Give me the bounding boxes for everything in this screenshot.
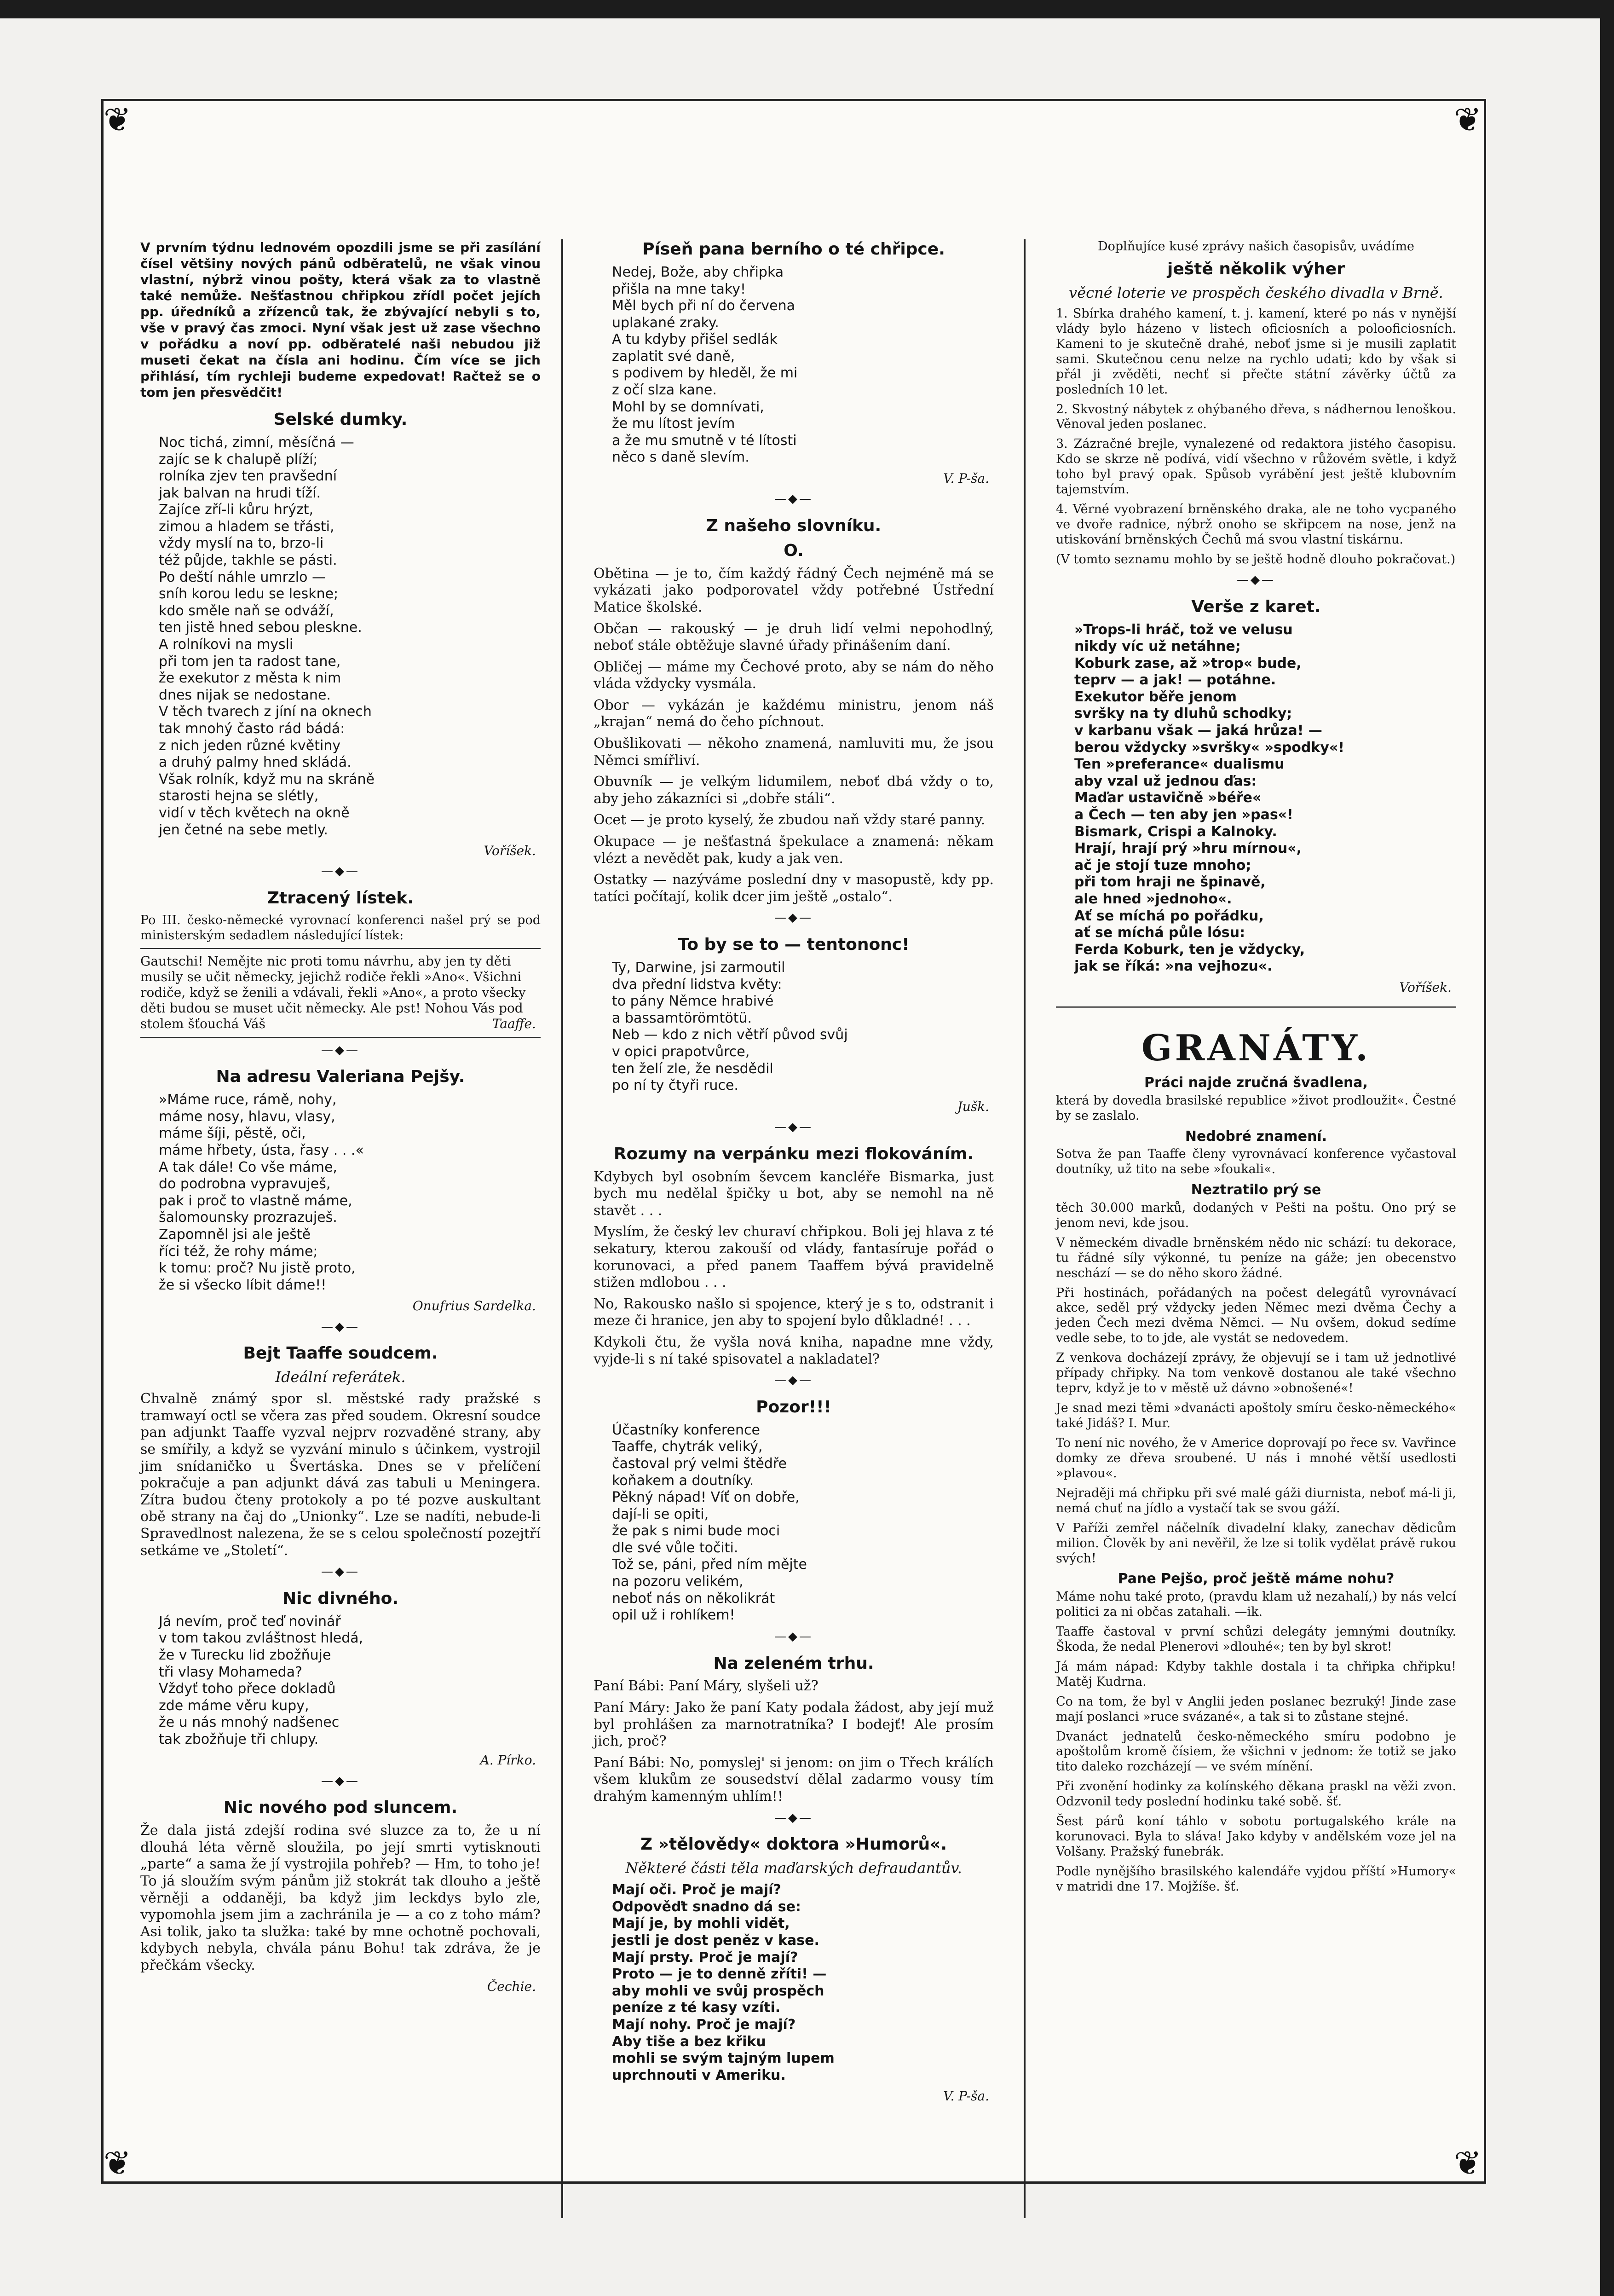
verse-line: na pozoru velikém,	[612, 1573, 744, 1590]
granaty-item-text: Máme nohu také proto, (pravdu klam už nezahalí,) by nás velcí politici za ni občas zatahali. —ik.	[1056, 1590, 1456, 1619]
trh-paragraph: Paní Bábi: Paní Máry, slyšeli už?	[594, 1678, 819, 1695]
granaty-item	[1056, 1236, 1456, 1281]
verse-line: Ať se míchá po pořádku,	[1074, 908, 1264, 924]
verse-line: a bassamtörömtötü.	[612, 1010, 752, 1026]
slovnik-entry: Obušlikovati — někoho znamená, namluviti mu, že jsou Němci smířliví.	[594, 735, 994, 769]
divider-ornament-icon: —◆—	[774, 492, 813, 506]
ztraceny-listek-box	[140, 948, 541, 1038]
verse-line: Aby tiše a bez křiku	[612, 2033, 766, 2050]
granaty-item	[1056, 1486, 1456, 1516]
pozor-title: Pozor!!!	[756, 1397, 831, 1417]
verse-line: berou vždycky »svršky« »spodky«!	[1074, 739, 1344, 756]
granaty-item-text: Sotva že pan Taaffe členy vyrovnávací konference vyčastoval doutníky, už tito na sebe »foukali«.	[1056, 1147, 1456, 1177]
verse-line: Taaffe, chytrák veliký,	[612, 1439, 763, 1455]
verse-line: Já nevím, proč teď novinář	[159, 1613, 341, 1630]
verse-line: že pak s nimi bude moci	[612, 1523, 780, 1539]
bejt-taaffe-text: Chvalně známý spor sl. městské rady pražské s tramwayí octl se včera zas před soudem. Okresní soudce pan adjunkt Taaffe vyzval nejprv rozvaděné strany, aby se smířily, a když se vyzvání minulo s účinkem, vystrojil jim snídaničko u Švertáska. Dnes se v přelíčení pokračuje a pan adjunkt dává zas tabuli u Meningera. Zítra budou čteny protokoly a po té pozve auskultant obě strany na čaj do „Unionky“. Lze se nadíti, nebude-li Spravedlnost nalezena, že se s celou společností pozejtří setkáme ve „Století“.	[140, 1391, 541, 1559]
verse-line: v opici prapotvůrce,	[612, 1044, 750, 1060]
divider-ornament-icon: —◆—	[774, 1629, 813, 1643]
divider-ornament-icon: —◆—	[321, 1774, 360, 1788]
tobyse-verse	[612, 960, 994, 1094]
bejt-taaffe-title: Bejt Taaffe soudcem.	[243, 1344, 438, 1363]
verse-line: sníh korou ledu se leskne;	[159, 586, 339, 602]
divider-ornament-icon: —◆—	[321, 1043, 360, 1057]
vyhry-item: 2. Skvostný nábytek z ohýbaného dřeva, s nádhernou lenoškou. Věnoval jeden poslanec.	[1056, 402, 1456, 432]
verse-line: v karbanu však — jaká hrůza! —	[1074, 723, 1322, 739]
telovedy-signature: V. P-ša.	[943, 2088, 989, 2104]
selske-dumky-signature: Voříšek.	[484, 843, 536, 859]
verse-line: jak balvan na hrudi tíží.	[159, 485, 321, 501]
nic-divneho-signature: A. Pírko.	[480, 1752, 536, 1768]
verse-line: V těch tvarech z jíní na oknech	[159, 704, 372, 720]
verse-line: A tak dále! Co vše máme,	[159, 1159, 337, 1175]
verse-line: tak mnohý často rád bádá:	[159, 721, 345, 737]
granaty-item	[1056, 1182, 1456, 1231]
verse-line: zaplatit své daně,	[612, 348, 735, 364]
verse-line: Mohl by se domnívati,	[612, 399, 764, 415]
verse-line: Ferda Koburk, ten je vždycky,	[1074, 941, 1305, 958]
verse-line: dle své vůle točiti.	[612, 1539, 738, 1556]
verse-line: Zapomněl jsi ale ještě	[159, 1226, 311, 1243]
verse-line: A tu kdyby přišel sedlák	[612, 331, 778, 348]
granaty-item	[1056, 1660, 1456, 1690]
nic-divneho-title: Nic divného.	[282, 1589, 398, 1608]
slovnik-entry: Okupace — je nešťastná špekulace a znamená: někam vlézt a nevědět pak, kudy a jak ven.	[594, 833, 994, 867]
slovnik-letter: O.	[784, 541, 804, 560]
granaty-item-text: Já mám nápad: Kdyby takhle dostala i ta chřipka chřipku! Matěj Kudrna.	[1056, 1659, 1456, 1689]
corner-ornament-bottom-left-icon: ❦	[103, 2144, 132, 2182]
verse-line: v tom takou zvláštnost hledá,	[159, 1630, 363, 1647]
divider-ornament-icon: —◆—	[321, 864, 360, 879]
column-rule-1	[561, 239, 563, 2218]
verse-line: aby mohli ve svůj prospěch	[612, 1983, 824, 1999]
telovedy-verse	[612, 1882, 994, 2084]
vyhry-item: (V tomto seznamu mohlo by se ještě hodně dlouho pokračovat.)	[1056, 552, 1456, 567]
verse-line: tři vlasy Mohameda?	[159, 1664, 303, 1680]
verse-line: opil už i rohlíkem!	[612, 1607, 735, 1624]
granaty-item	[1056, 1128, 1456, 1177]
vyhry-subtitle: věcné loterie ve prospěch českého divadla v Brně.	[1069, 283, 1443, 301]
rozumy-paragraph: Myslím, že český lev churaví chřipkou. Boli jej hlava z té sekatury, kterou zakouší od vlády, fantasíruje pořád o korunovaci, a před panem Taaffem bývá pravidelně stižen mdlobou . . .	[594, 1224, 994, 1291]
granaty-item-text: Při hostinách, pořádaných na počest delegátů vyrovnávací akce, seděl prý vždycky jeden Němec mezi dvěma Čechy a jeden Čech mezi dvěma Němci. — Nu ovšem, dokud sedíme vedle sebe, to to jde, ale vystát se nedovedem.	[1056, 1285, 1456, 1346]
verse-line: Účastníky konference	[612, 1422, 760, 1438]
verse-line: Zajíce zří-li kůru hrýzt,	[159, 502, 314, 518]
nic-divneho-verse	[159, 1614, 541, 1748]
corner-ornament-top-right-icon: ❦	[1453, 100, 1482, 139]
verse-line: A rolníkovi na mysli	[159, 636, 294, 653]
verse-line: ať se míchá půle lósu:	[1074, 925, 1245, 941]
selske-dumky-verse	[159, 434, 541, 839]
trh-paragraph: Paní Máry: Jako že paní Katy podala žádost, aby její muž byl prohlášen za marnotratníka? I bodejť! Ale prosím jich, proč?	[594, 1700, 994, 1750]
nic-noveho-title: Nic nového pod sluncem.	[223, 1798, 458, 1817]
verse-line: z nich jeden různé květiny	[159, 737, 341, 754]
verse-z-karet-title: Verše z karet.	[1191, 597, 1321, 616]
verse-line: Exekutor běře jenom	[1074, 688, 1237, 705]
verse-line: teprv — a jak! — potáhne.	[1074, 672, 1276, 688]
column-3	[1056, 239, 1456, 1899]
verse-line: mohli se svým tajným lupem	[612, 2050, 835, 2067]
pisen-signature: V. P-ša.	[943, 471, 989, 486]
granaty-item-text: Taaffe častoval v první schůzi delegáty jemnými doutníky. Škoda, že nedal Plenerovi »dlouhé«; ten by byl skrot!	[1056, 1624, 1456, 1654]
verse-line: ač je stojí tuze mnoho;	[1074, 857, 1251, 873]
selske-dumky-title: Selské dumky.	[273, 410, 408, 429]
granaty-item-head: Neztratilo prý se	[1191, 1182, 1321, 1198]
verse-line: Mají oči. Proč je mají?	[612, 1882, 781, 1898]
verse-line: jak se říká: »na vejhozu«.	[1074, 958, 1273, 975]
column-1	[140, 239, 541, 1995]
verse-line: rolníka zjev ten pravšední	[159, 468, 337, 485]
slovnik-entry: Ocet — je proto kyselý, že zbudou naň vždy staré panny.	[594, 812, 986, 828]
granaty-item	[1056, 1401, 1456, 1431]
slovnik-entry: Ostatky — nazýváme poslední dny v masopustě, kdy pp. tatíci počítají, kolik dcer jim ještě „ostalo“.	[594, 872, 994, 905]
verse-line: peníze z té kasy vzíti.	[612, 2000, 781, 2016]
verse-line: že si všecko líbit dáme!!	[159, 1277, 327, 1293]
granaty-item-text: těch 30.000 marků, dodaných v Pešti na poštu. Ono prý se jenom nevi, kde jsou.	[1056, 1200, 1456, 1230]
verse-line: že u nás mnohý nadšenec	[159, 1714, 340, 1731]
granaty-item-text: Je snad mezi těmi »dvanácti apoštoly smíru česko-německého« také Jidáš? I. Mur.	[1056, 1401, 1456, 1430]
verse-line: starosti hejna se slétly,	[159, 788, 319, 804]
trh-paragraph: Paní Bábi: No, pomyslej' si jenom: on jim o Třech králích všem klukům ze sousedství dělal zadarmo vousy tím drahým kamenným uhlím!!	[594, 1754, 994, 1805]
verse-z-karet-signature: Voříšek.	[1399, 979, 1452, 995]
slovnik-entry: Obličej — máme my Čechové proto, aby se nám do něho vláda vždycky vysmála.	[594, 659, 994, 692]
verse-line: jestli je dost peněz v kase.	[612, 1932, 819, 1949]
granaty-item-head: Nedobré znamení.	[1185, 1128, 1327, 1145]
verse-line: Koburk zase, až »trop« bude,	[1074, 655, 1302, 671]
divider-ornament-icon: —◆—	[774, 1120, 813, 1134]
verse-line: Noc tichá, zimní, měsíčná —	[159, 434, 354, 451]
granaty-item-text: která by dovedla brasilské republice »život prodloužit«. Čestné by se zaslalo.	[1056, 1093, 1456, 1123]
vyhry-title: ještě několik výher	[1167, 259, 1345, 278]
verse-line: zde máme věru kupy,	[159, 1697, 309, 1714]
verse-line: šalomounsky prozrazuješ.	[159, 1209, 337, 1226]
granaty-item	[1056, 1779, 1456, 1810]
verse-line: říci též, že rohy máme;	[159, 1243, 318, 1260]
verse-line: Mají nohy. Proč je mají?	[612, 2017, 796, 2033]
verse-line: Proto — je to denně zříti! —	[612, 1966, 827, 1983]
verse-line: ten jistě hned sebou pleskne.	[159, 619, 362, 636]
pozor-verse	[612, 1422, 994, 1624]
verse-line: uplakané zraky.	[612, 314, 719, 331]
verse-line: kdo směle naň se odváží,	[159, 602, 334, 619]
verse-line: a že mu smutně v té lítosti	[612, 432, 797, 449]
pisen-verse	[612, 264, 994, 466]
granaty-item	[1056, 1864, 1456, 1895]
granaty-item-text: Podle nynějšího brasilského kalendáře vyjdou příští »Humory« v matridi dne 17. Mojžíše. šť.	[1056, 1864, 1456, 1894]
rozumy-paragraph: No, Rakousko našlo si spojence, který je s to, odstranit i meze či hranice, jen aby to spojení bylo důkladné! . . .	[594, 1295, 994, 1329]
verse-line: neboť nás on několikrát	[612, 1590, 775, 1607]
verse-line: Tož se, páni, před ním mějte	[612, 1556, 807, 1573]
verse-line: Ty, Darwine, jsi zarmoutil	[612, 960, 785, 976]
rozumy-paragraph: Kdybych byl osobním ševcem kancléře Bismarka, just bych mu nedělal špičky u bot, aby se nemohl na ně stavět . . .	[594, 1168, 994, 1219]
granaty-item	[1056, 1814, 1456, 1860]
rozumy-title: Rozumy na verpánku mezi flokováním.	[613, 1144, 974, 1163]
granaty-item-head: Pane Pejšo, proč ještě máme nohu?	[1118, 1571, 1395, 1587]
verse-line: Hrají, hrají prý »hru mírnou«,	[1074, 840, 1302, 857]
column-2	[594, 239, 994, 2105]
vyhry-item: 1. Sbírka drahého kamení, t. j. kamení, které po nás v nynější vlády bylo házeno v listech oficiosních a polooficiosních. Kameni to je skutečně drahé, neboť jsme si je musili zaplatit sami. Skutečnou cenu nelze na rychlo udati; kdo by však si přál ji zvěděti, nechť si přečte státní závěrky účtů za posledních 10 let.	[1056, 306, 1456, 397]
granaty-item	[1056, 1625, 1456, 1655]
pisen-title: Píseň pana berního o té chřipce.	[642, 240, 945, 259]
granaty-item-text: Co na tom, že byl v Anglii jeden poslanec bezruký! Jinde zase mají poslanci »ruce svázané«, a tak si to zůstane stejné.	[1056, 1694, 1456, 1724]
granaty-item	[1056, 1286, 1456, 1347]
verse-line: dají-li se opiti,	[612, 1506, 709, 1522]
granaty-item-text: To není nic nového, že v Americe doprovají po řece sv. Vavřince domky ze dřeva sroubené. U nás i mnohé větší usedlosti »plavou«.	[1056, 1435, 1456, 1481]
verse-line: Neb — kdo z nich větří původ svůj	[612, 1027, 848, 1043]
slovnik-entry: Obor — vykázán je každému ministru, jenom náš „krajan“ nemá do čeho píchnout.	[594, 697, 994, 730]
verse-line: dva přední lidstva květy:	[612, 976, 782, 993]
verse-line: nikdy víc už netáhne;	[1074, 638, 1241, 655]
ztraceny-listek-box-signature: Taaffe.	[492, 1016, 536, 1032]
granaty-item-text: Nejraději má chřipku při své malé gáži diurnista, neboť má-li ji, nemá chuť na jídlo a vystačí tak se svou gáží.	[1056, 1486, 1456, 1515]
verse-line: po ní ty čtyři ruce.	[612, 1077, 738, 1094]
verse-line: máme šíji, pěstě, oči,	[159, 1125, 306, 1142]
na-adresu-signature: Onufrius Sardelka.	[412, 1298, 536, 1314]
verse-line: při tom hraji ne špinavě,	[1074, 874, 1266, 891]
granaty-item-text: Z venkova docházejí zprávy, že objevují se i tam už jednotlivé případy chřipky. Na tom venkově dostanou ale také všechno teprv, když je to v městě už dávno »obnošené«!	[1056, 1351, 1456, 1396]
verse-line: Mají je, by mohli vidět,	[612, 1915, 790, 1932]
verse-line: »Trops-li hráč, tož ve velusu	[1074, 621, 1293, 638]
verse-line: máme hřbety, ústa, řasy . . .«	[159, 1142, 364, 1158]
verse-line: z očí slza kane.	[612, 382, 717, 399]
notice-text: V prvním týdnu lednovém opozdili jsme se při zasílání čísel většiny nových pánů odběratelů, ne však vinou vlastní, nýbrž vinou pošty, která však za to vlastně také nemůže. Nešťastnou chřipkou zřídl počet jejích pp. úředníků a zřízenců tak, že zbývající nebyli s to, vše v pravý čas zmoci. Nyní však jest už zase všechno v pořádku a noví pp. odběratelé naši nebudou již museti čekat na čísla ani hodinu. Čím více se jich přihlásí, tím rychleji budeme expedovat! Račtež se o tom jen přesvědčit!	[140, 240, 541, 400]
divider-ornament-icon: —◆—	[774, 1810, 813, 1825]
verse-line: něco s daně slevím.	[612, 449, 749, 466]
verse-line: a Čech — ten aby jen »pas«!	[1074, 807, 1293, 823]
verse-line: přišla na mne taky!	[612, 281, 746, 297]
verse-line: tak zbožňuje tři chlupy.	[159, 1731, 319, 1747]
nic-noveho-text: Že dala jistá zdejší rodina své sluzce za to, že u ní dlouhá léta věrně sloužila, po její smrti vytisknouti „parte“ a sama že jí vystrojila pohřeb? — Hm, to toho je! To já sloužím svým pánům již stokrát tak dlouho a ještě věrněji a oddaněji, ba když jim leckdys bylo zle, vypomohla jsem jim a zachránila je — a co z toho mám? Asi tolik, jako ta služka: také by mne ochotně pochovali, kdybych nebyla, chvála pánu Bohu! tak zdráva, že je přečkám všecky.	[140, 1822, 541, 1973]
doplnujice-text: Doplňujíce kusé zprávy našich časopisův, uvádíme	[1097, 239, 1415, 254]
telovedy-subtitle: Některé části těla maďarských defraudantův.	[625, 1859, 962, 1877]
verse-line: »Máme ruce, rámě, nohy,	[159, 1092, 337, 1108]
verse-line: koňakem a doutníky.	[612, 1472, 754, 1489]
corner-ornament-top-left-icon: ❦	[103, 100, 132, 139]
divider-ornament-icon: —◆—	[774, 911, 813, 925]
verse-line: Vždyť toho přece dokladů	[159, 1681, 336, 1697]
granaty-item-text: Při zvonění hodinky za kolínského děkana praskl na věži zvon. Odzvonil tedy poslední hodinku také sobě. šť.	[1056, 1779, 1456, 1809]
ztraceny-listek-title: Ztracený lístek.	[267, 889, 414, 908]
verse-line: uprchnouti v Ameriku.	[612, 2067, 786, 2083]
newspaper-page	[101, 99, 1486, 2184]
granaty-item-text: V německém divadle brněnském nědo nic schází: tu dekorace, tu řádné síly výkonné, tu peníze na gáže; jen obecenstvo neschází — se do něho skoro žádné.	[1056, 1235, 1456, 1280]
verse-line: že exekutor z města k nim	[159, 670, 341, 687]
verse-line: vidí v těch květech na okně	[159, 804, 350, 821]
divider-ornament-icon: —◆—	[1237, 573, 1275, 587]
rozumy-paragraph: Kdykoli čtu, že vyšla nová kniha, napadne mne vždy, vyjde-li s ní také spisovatel a nakladatel?	[594, 1334, 994, 1367]
nic-noveho-signature: Čechie.	[487, 1978, 536, 1994]
verse-line: pak i proč to vlastně máme,	[159, 1192, 352, 1209]
verse-line: aby vzal už jednou ďas:	[1074, 773, 1257, 789]
verse-line: že mu lítost jevím	[612, 416, 735, 432]
divider-ornament-icon: —◆—	[321, 1319, 360, 1334]
verse-line: ale hned »jednoho«.	[1074, 891, 1232, 907]
verse-line: a druhý palmy hned skládá.	[159, 754, 352, 771]
tobyse-signature: Jušk.	[957, 1099, 989, 1114]
bejt-taaffe-subtitle: Ideální referátek.	[275, 1368, 406, 1386]
verse-line: Maďar ustavičně »béře«	[1074, 790, 1262, 806]
verse-line: zajíc se k chalupě plíží;	[159, 451, 318, 468]
granaty-item-text: Dvanáct jednatelů česko-německého smíru podobno je apoštolům kromě čísiem, že všichni v jednom: že totiž se jako tito daleko rozcházejí — ve svém mínění.	[1056, 1729, 1456, 1774]
ztraceny-listek-intro: Po III. česko-německé vyrovnací konferenci našel prý se pod ministerským sedadlem následující lístek:	[140, 913, 541, 943]
verse-line: Pěkný nápad! Víť on dobře,	[612, 1489, 800, 1506]
section-break	[1056, 1006, 1456, 1008]
trh-title: Na zeleném trhu.	[713, 1654, 874, 1673]
scan-edge-right	[1600, 0, 1614, 2296]
verse-line: to pány Němce hrabivé	[612, 993, 774, 1010]
granaty-item	[1056, 1436, 1456, 1481]
ztraceny-listek-box-text: Gautschi! Nemějte nic proti tomu návrhu, aby jen ty děti musily se učit německy, jejichž rodiče řekli »Ano«. Všichni rodiče, když se ženili a vdávali, řekli »Ano«, a proto všecky děti budou se muset učit německy. Ale pst! Nohou Vás pod stolem šťouchá Váš	[140, 953, 526, 1032]
granaty-item	[1056, 1695, 1456, 1725]
divider-ornament-icon: —◆—	[321, 1565, 360, 1579]
verse-line: Měl bych při ní do červena	[612, 298, 795, 314]
vyhry-item: 3. Zázračné brejle, vynalezené od redaktora jistého časopisu. Kdo se skrze ně podívá, vidí všechno v růžovém světle, i když toho byl pravý opak. Spůsob vyrábění jest ještě klubovním tajemstvím.	[1056, 437, 1456, 497]
verse-line: Po deští náhle umrzlo —	[159, 569, 326, 585]
slovnik-entry: Občan — rakouský — je druh lidí velmi nepohodlný, neboť stále obtěžuje slavné úřady přinášením daní.	[594, 620, 994, 654]
verse-line: dnes nijak se nedostane.	[159, 687, 331, 703]
granaty-item	[1056, 1521, 1456, 1567]
telovedy-title: Z »tělovědy« doktora »Humorů«.	[640, 1835, 947, 1854]
slovnik-title: Z našeho slovníku.	[706, 516, 882, 535]
verse-line: při tom jen ta radost tane,	[159, 653, 341, 670]
verse-line: též půjde, takhle se pásti.	[159, 552, 337, 569]
verse-line: jen četné na sebe metly.	[159, 821, 328, 838]
verse-line: Odpověďt snadno dá se:	[612, 1898, 801, 1915]
verse-z-karet-verse	[1074, 622, 1456, 975]
verse-line: svršky na ty dluhů schodky;	[1074, 706, 1292, 722]
verse-line: že v Turecku lid zbožňuje	[159, 1647, 331, 1663]
verse-line: do podrobna vypravuješ,	[159, 1176, 331, 1192]
granaty-item-text: V Paříži zemřel náčelník divadelní klaky, zanechav dědicům milion. Člověk by ani nevěřil, že lze si tolik vydělat právě rukou svých!	[1056, 1521, 1456, 1566]
granaty-item	[1056, 1075, 1456, 1123]
vyhry-item: 4. Věrné vyobrazení brněnského draka, ale ne toho vycpaného ve dvoře radnice, nýbrž onoho se skřipcem na nose, jenž na utiskování brněnských Čechů má svou vlastní tiskárnu.	[1056, 502, 1456, 547]
granaty-item-text: Šest párů koní táhlo v sobotu portugalského krále na korunovaci. Byla to sláva! Jako kdyby v andělském voze jel na Volšany. Pražský funebrák.	[1056, 1814, 1456, 1859]
verse-line: ten želí zle, že nesdědil	[612, 1060, 773, 1077]
divider-ornament-icon: —◆—	[774, 1373, 813, 1388]
verse-line: Mají prsty. Proč je mají?	[612, 1949, 798, 1966]
verse-line: s podivem by hleděl, že mi	[612, 365, 798, 382]
scan-edge-top	[0, 0, 1614, 18]
corner-ornament-bottom-right-icon: ❦	[1453, 2144, 1482, 2182]
verse-line: Bismark, Crispi a Kalnoky.	[1074, 823, 1277, 840]
verse-line: máme nosy, hlavu, vlasy,	[159, 1108, 335, 1125]
verse-line: vždy myslí na to, brzo-li	[159, 535, 324, 552]
granaty-item	[1056, 1729, 1456, 1775]
column-rule-2	[1024, 239, 1026, 2218]
slovnik-entry: Obětina — je to, čím každý řádný Čech nejméně má se vykázati jako podporovatel vždy potřebné Ústřední Matice školské.	[594, 565, 994, 615]
granaty-item	[1056, 1351, 1456, 1396]
na-adresu-title: Na adresu Valeriana Pejšy.	[216, 1067, 465, 1087]
verse-line: Ten »preferance« dualismu	[1074, 756, 1285, 773]
verse-line: Nedej, Bože, aby chřipka	[612, 264, 784, 280]
verse-line: zimou a hladem se třásti,	[159, 518, 334, 535]
verse-line: Však rolník, když mu na skráně	[159, 771, 375, 787]
slovnik-entry: Obuvník — je velkým lidumilem, neboť dbá vždy o to, aby jeho zákazníci si „dobře stáli“.	[594, 774, 994, 807]
granaty-item-head: Práci najde zručná švadlena,	[1144, 1075, 1368, 1091]
na-adresu-verse	[159, 1092, 541, 1294]
verse-line: častoval prý velmi štědře	[612, 1455, 787, 1472]
verse-line: k tomu: proč? Nu jistě proto,	[159, 1260, 356, 1277]
granaty-masthead: GRANÁTY.	[1141, 1027, 1371, 1070]
tobyse-title: To by se to — tentononc!	[678, 935, 910, 954]
granaty-item	[1056, 1571, 1456, 1619]
